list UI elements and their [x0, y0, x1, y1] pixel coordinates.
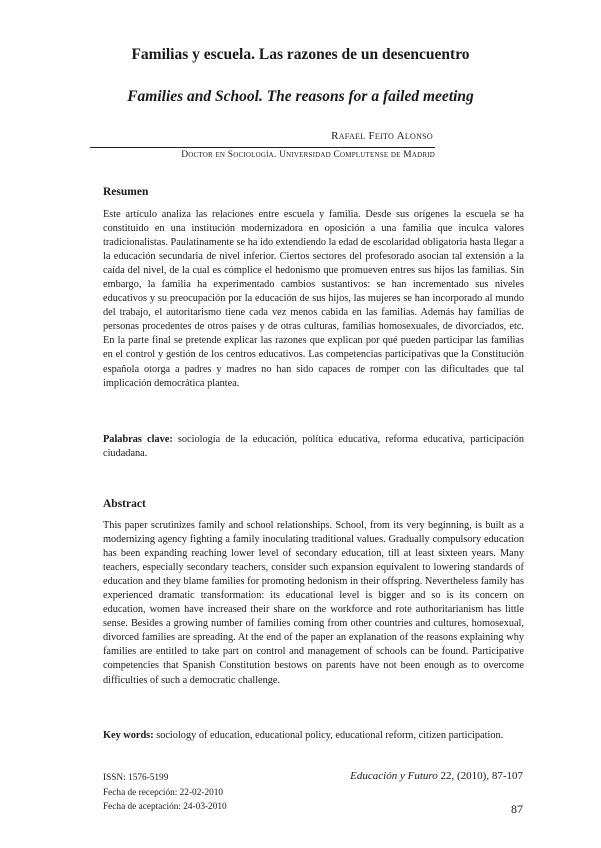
author-name: Rafael Feito Alonso [331, 130, 433, 142]
accepted-date: Fecha de aceptación: 24-03-2010 [103, 802, 227, 813]
keywords-label: Palabras clave: [103, 434, 173, 445]
author-affiliation: Doctor en Sociología. Universidad Complutense de Madrid [90, 147, 435, 160]
key-words-label: Key words: [103, 730, 154, 741]
received-date: Fecha de recepción: 22-02-2010 [103, 787, 224, 798]
key-words-text: sociology of education, educational policy, educational reform, citizen participation. [156, 730, 504, 741]
abstract-keywords [103, 729, 524, 743]
journal-citation [350, 770, 523, 782]
keywords-text: sociología de la educación, política educativa, reforma educativa, participación ciudadana. [103, 434, 525, 460]
title-english: Families and School. The reasons for a failed meeting [127, 88, 474, 105]
footer-metadata [103, 771, 227, 815]
issn: ISSN: 1576-5199 [103, 773, 169, 783]
resumen-text: Este artículo analiza las relaciones entre escuela y familia. Desde sus orígenes la escuela se ha constituido en una institución modernizadora en oposición a una familia que inculca valores tradicionalistas. Paulatinamente se ha ido extendiendo la edad de escolaridad obligatoria hasta llegar a la educación secundaria de nivel inferior. Ciertos sectores del profesorado asocian tal extensión a la caída del nivel, de la cual es cómplice el hedonismo que promueven entres sus hijos las familias. Sin embargo, la familia ha experimentado cambios sustantivos: se han incrementado sus niveles educativos y su preocupación por la educación de sus hijos, las mujeres se han incorporado al mundo del trabajo, el autoritarismo tiene cada vez menos cabida en las familias. Además hay familias de personas procedentes de otros países y de otras culturas, familias homosexuales, de divorciados, etc. En la parte final se pretende explicar las razones que explican por qué pueden participar las familias en el control y gestión de los centros educativos. Las competencias participativas que la Constitución española otorga a padres y madres no han sido capaces de romper con las dificultades que tal implicación democrática plantea. [103, 209, 524, 389]
abstract-heading: Abstract [103, 498, 146, 510]
page-number: 87 [511, 802, 523, 816]
abstract-text: This paper scrutinizes family and school relationships. School, from its very beginning, is built as a modernizing agency fighting a family inoculating traditional values. Gradually compulsory education has been expanding reaching lower level of secondary education, till at least sixteen years. Many teachers, especially secondary teachers, consider such expansion equivalent to lowering standards of education and they blame families for promoting hedonism in their offspring. Nevertheless family has experienced dramatic transformation: its educational level is bigger and so is its concern on education, women have increased their share on the workforce and rote authoritarianism has little sense. Besides a growing number of families coming from other countries and cultures, homosexual, divorced families are spreading. At the end of the paper an explanation of the reasons explaining why families are entitled to take part on control and management of schools can be found. Participative competencies that Spanish Constitution bestows on parents have not been enough as to overcome difficulties of such a democratic challenge. [103, 520, 524, 686]
resumen-heading: Resumen [103, 186, 149, 198]
resumen-keywords [103, 433, 524, 461]
citation-info: 22, (2010), 87-107 [440, 770, 523, 782]
journal-name: Educación y Futuro [350, 770, 438, 782]
title-spanish: Familias y escuela. Las razones de un desencuentro [131, 46, 470, 63]
